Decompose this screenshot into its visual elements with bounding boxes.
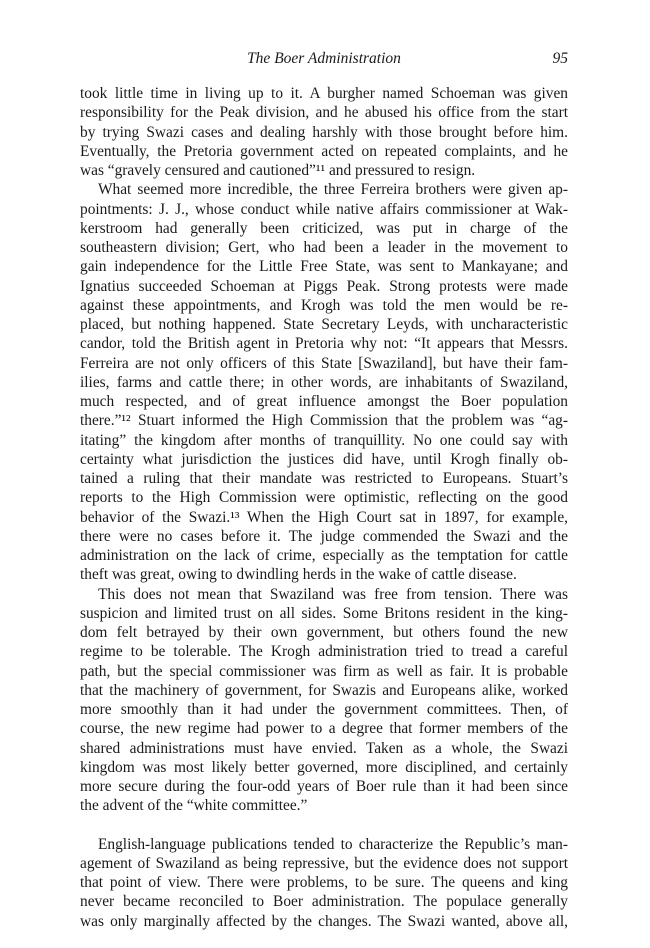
- text-line: Eventually, the Pretoria government acted on repeated complaints, and he: [80, 142, 568, 160]
- running-title: The Boer Administration: [247, 50, 401, 67]
- text-line: there were no cases before it. The judge commended the Swazi and the: [80, 527, 568, 545]
- text-line: regime to be tolerable. The Krogh administration tried to tread a careful: [80, 643, 568, 661]
- running-head: [80, 50, 568, 70]
- text-line: that point of view. There were problems, to be sure. The queens and king: [80, 874, 568, 891]
- text-line: placed, but nothing happened. State Secretary Leyds, with uncharacteristic: [80, 316, 568, 333]
- text-line: certainty what jurisdiction the justices did have, until Krogh finally ob-: [80, 450, 568, 468]
- text-line: Ferreira are not only officers of this State [Swaziland], but have their fam-: [80, 354, 568, 372]
- text-line: was “gravely censured and cautioned”¹¹ and pressured to resign.: [80, 162, 476, 179]
- text-line: by trying Swazi cases and dealing harshly with those brought before him.: [80, 123, 568, 141]
- text-line: was only marginally affected by the changes. The Swazi wanted, above all,: [80, 912, 568, 930]
- text-line: What seemed more incredible, the three Ferreira brothers were given ap-: [98, 181, 568, 199]
- paragraph: [80, 84, 568, 180]
- text-line: never became reconciled to Boer administration. The populace generally: [80, 893, 568, 911]
- text-line: kingdom was most likely better governed, more disciplined, and certainly: [80, 758, 568, 776]
- text-line: responsibility for the Peak division, and he abused his office from the start: [80, 104, 568, 122]
- text-line: suspicion and limited trust on all sides. Some Britons resident in the king-: [80, 604, 568, 622]
- text-line: agement of Swaziland as being repressive, but the evidence does not support: [80, 854, 568, 872]
- text-line: kerstroom had generally been criticized, was put in charge of the: [80, 219, 568, 237]
- text-line: much respected, and of great influence amongst the Boer population: [80, 393, 568, 410]
- text-line: that the machinery of government, for Swazis and Europeans alike, worked: [80, 681, 568, 699]
- body-text: [80, 84, 568, 931]
- page-number: 95: [552, 50, 568, 67]
- text-line: dom felt betrayed by their own government, but others found the new: [80, 624, 568, 641]
- text-line: theft was great, owing to dwindling herds in the wake of cattle disease.: [80, 566, 517, 584]
- text-line: ilies, farms and cattle there; in other words, are inhabitants of Swaziland,: [80, 373, 568, 391]
- text-line: the advent of the “white committee.”: [80, 797, 308, 815]
- text-line: took little time in living up to it. A burgher named Schoeman was given: [80, 85, 568, 102]
- text-line: there.”¹² Stuart informed the High Commission that the problem was “ag-: [80, 412, 568, 430]
- text-line: tained a ruling that their mandate was restricted to Europeans. Stuart’s: [80, 470, 568, 487]
- text-line: candor, told the British agent in Pretoria why not: “It appears that Messrs.: [80, 335, 568, 353]
- text-line: more secure during the four-odd years of Boer rule than it had been since: [80, 778, 568, 795]
- text-line: behavior of the Swazi.¹³ When the High Court sat in 1897, for example,: [80, 508, 568, 526]
- text-line: administration on the lack of crime, especially as the temptation for cattle: [80, 547, 568, 564]
- text-line: itating” the kingdom after months of tranquillity. No one could say with: [80, 431, 568, 449]
- section-break: [80, 816, 568, 835]
- text-line: pointments: J. J., whose conduct while native affairs commissioner at Wak-: [80, 200, 568, 218]
- text-line: Ignatius succeeded Schoeman at Piggs Peak. Strong protests were made: [80, 277, 568, 295]
- text-line: course, the new regime had power to a degree that former members of the: [80, 720, 568, 738]
- text-line: reports to the High Commission were optimistic, reflecting on the good: [80, 489, 568, 507]
- paragraph: [80, 180, 568, 584]
- text-line: more smoothly than it had under the government committees. Then, of: [80, 701, 568, 718]
- text-line: shared administrations must have envied. Taken as a whole, the Swazi: [80, 739, 568, 757]
- paragraph: [80, 835, 568, 931]
- text-line: southeastern division; Gert, who had been a leader in the movement to: [80, 239, 568, 256]
- text-line: path, but the special commissioner was firm as well as fair. It is probable: [80, 662, 568, 680]
- text-line: gain independence for the Little Free State, was sent to Mankayane; and: [80, 258, 568, 276]
- text-line: This does not mean that Swaziland was free from tension. There was: [98, 585, 568, 603]
- paragraph: [80, 585, 568, 816]
- text-line: against these appointments, and Krogh was told the men would be re-: [80, 296, 568, 314]
- text-line: English-language publications tended to characterize the Republic’s man-: [98, 835, 568, 853]
